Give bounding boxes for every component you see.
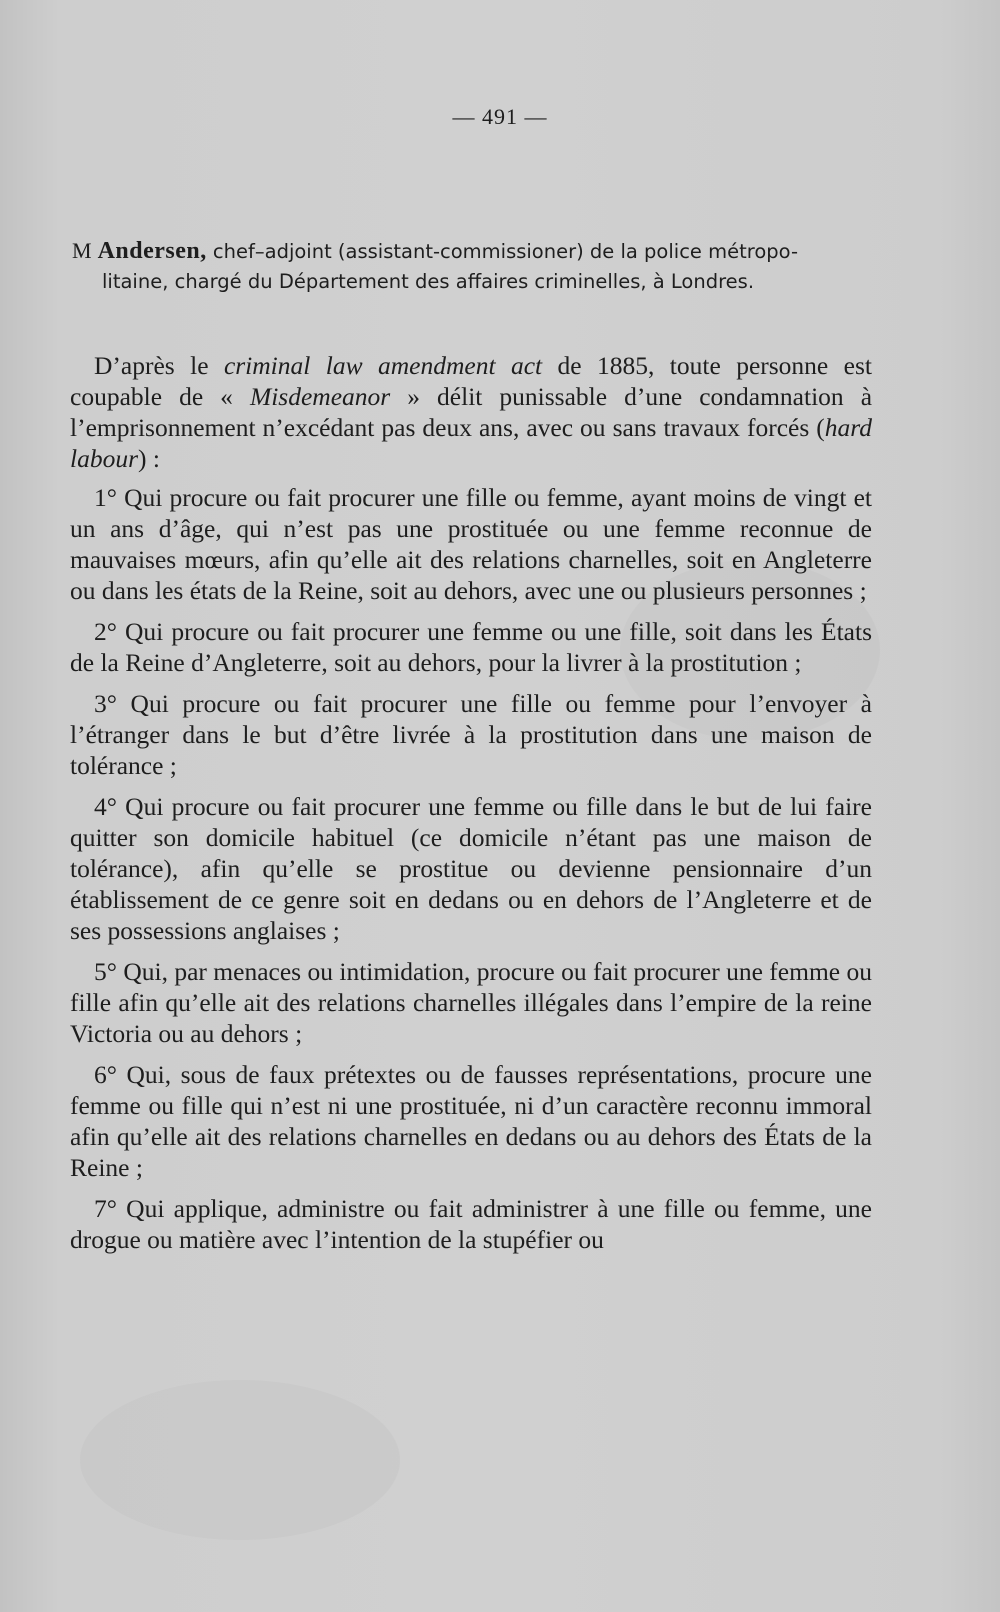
list-item: 1° Qui procure ou fait procurer une fille ou femme, ayant moins de vingt et un ans d’âge, qui n’est pas une prostituée ou une femme reconnue de mauvaises mœurs, afin qu’elle ait des relations charnelles, soit en Angleterre ou dans les états de la Reine, soit au dehors, avec une ou plusieurs personnes ;: [70, 483, 872, 605]
body-text: [70, 350, 872, 1265]
intro-text: de 1885, toute personne est coupable de «: [70, 351, 872, 411]
intro-italic-act: criminal law amendment act: [223, 351, 543, 380]
paper-stain: [80, 1380, 400, 1540]
page-number: — 491 —: [452, 104, 548, 129]
person-role-continued: litaine, chargé du Département des affaires criminelles, à Londres.: [102, 270, 755, 293]
person-role: chef–adjoint (assistant-commissioner) de la police métropo-: [206, 240, 798, 263]
person-title: M: [72, 238, 92, 263]
list-item: 3° Qui procure ou fait procurer une fille ou femme pour l’envoyer à l’étranger dans le but d’être livrée à la prostitution dans une maison de tolérance ;: [70, 689, 872, 780]
list-item: 5° Qui, par menaces ou intimidation, procure ou fait procurer une femme ou fille afin qu’elle ait des relations charnelles illégales dans l’empire de la reine Victoria ou au dehors ;: [70, 957, 872, 1048]
intro-text: ) :: [138, 444, 160, 473]
intro-text: D’après le: [94, 351, 224, 380]
list-item: 7° Qui applique, administre ou fait administrer à une fille ou femme, une drogue ou matière avec l’intention de la stupéfier ou: [70, 1194, 872, 1254]
intro-italic-misdemeanor: Misdemeanor: [249, 382, 391, 411]
intro-paragraph: [70, 350, 872, 474]
list-item: 4° Qui procure ou fait procurer une femme ou fille dans le but de lui faire quitter son domicile habituel (ce domicile n’étant pas une maison de tolérance), afin qu’elle se prostitue ou devienne pensionnaire d’un établissement de ce genre soit en dedans ou en dehors de l’Angleterre et de ses possessions anglaises ;: [70, 792, 872, 945]
person-entry: [72, 236, 880, 297]
person-name: Andersen,: [97, 238, 207, 264]
list-item: 6° Qui, sous de faux prétextes ou de fausses représentations, procure une femme ou fille qui n’est ni une prostituée, ni d’un caractère reconnu immoral afin qu’elle ait des relations charnelles en dedans ou au dehors des États de la Reine ;: [70, 1060, 872, 1182]
list-item: 2° Qui procure ou fait procurer une femme ou une fille, soit dans les États de la Reine d’Angleterre, soit au dehors, pour la livrer à la prostitution ;: [70, 617, 872, 677]
intro-italic-hard-labour: hard labour: [70, 413, 872, 473]
intro-text: » délit punissable d’une condamnation à l’emprisonnement n’excédant pas deux ans, avec ou sans travaux forcés (: [70, 382, 873, 442]
